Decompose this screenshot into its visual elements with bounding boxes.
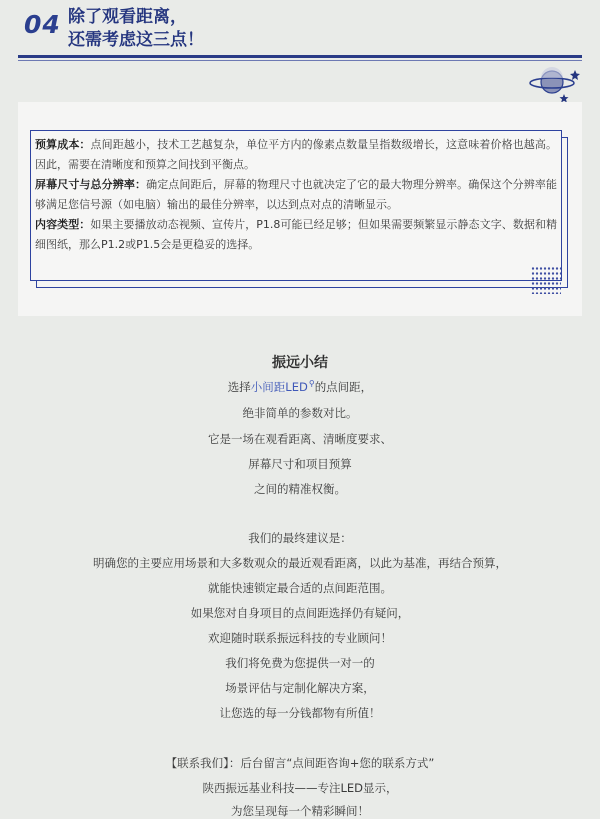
point-screen-size-label: 屏幕尺寸与总分辨率： (35, 178, 147, 191)
section-title-line1: 除了观看距离， (68, 7, 187, 27)
contact-line-3: 为您呈现每一个精彩瞬间！ (231, 804, 369, 818)
advice-line-4: 欢迎随时联系振远科技的专业顾问！ (208, 631, 392, 645)
advice-line-1: 明确您的主要应用场景和大多数观众的最近观看距离，以此为基准，再结合预算， (93, 556, 507, 570)
point-content-type-label: 内容类型： (35, 218, 91, 231)
point-budget-label: 预算成本： (35, 138, 91, 151)
point-budget-text: 点间距越小，技术工艺越复杂，单位平方内的像素点数量呈指数级增长，这意味着价格也越高。因此，需要在清晰度和预算之间找到平衡点。 (35, 138, 558, 171)
search-icon[interactable]: ⚲ (308, 379, 315, 388)
point-content-type-text: 如果主要播放动态视频、宣传片，P1.8可能已经足够；但如果需要频繁显示静态文字、数据和精细图纸，那么P1.2或P1.5会是更稳妥的选择。 (35, 218, 558, 251)
summary-title: 振远小结 (272, 355, 328, 371)
summary-line-4: 屏幕尺寸和项目预算 (248, 457, 352, 471)
summary-line-1 (0, 379, 600, 395)
dot-grid-decoration (531, 266, 561, 294)
section-title (68, 6, 204, 52)
advice-intro: 我们的最终建议是： (248, 531, 352, 545)
point-screen-size (35, 175, 557, 215)
advice-line-3: 如果您对自身项目的点间距选择仍有疑问， (190, 606, 410, 620)
advice-line-7: 让您选的每一分钱都物有所值！ (219, 706, 381, 720)
points-box (30, 130, 562, 281)
section-title-line2: 还需考虑这三点！ (68, 30, 204, 50)
point-content-type (35, 215, 557, 255)
advice-line-5: 我们将免费为您提供一对一的 (225, 656, 375, 670)
advice-line-2: 就能快速锁定最合适的点间距范围。 (208, 581, 392, 595)
summary-line-1-before: 选择 (227, 380, 251, 394)
small-pitch-led-link[interactable]: 小间距LED (250, 380, 308, 394)
summary-line-2: 绝非简单的参数对比。 (242, 406, 358, 420)
point-screen-size-text: 确定点间距后，屏幕的物理尺寸也就决定了它的最大物理分辨率。确保这个分辨率能够满足您信号源（如电脑）输出的最佳分辨率，以达到点对点的清晰显示。 (35, 178, 558, 211)
planet-icon (526, 64, 582, 106)
contact-line-2: 陕西振远基业科技——专注LED显示， (202, 781, 398, 795)
summary-line-1-after: 的点间距， (314, 380, 373, 394)
summary-line-5: 之间的精准权衡。 (254, 482, 346, 496)
header-divider-thin (18, 60, 582, 61)
contact-line-1: 【联系我们】：后台留言“点间距咨询+您的联系方式” (165, 756, 435, 770)
section-number: 04 (24, 10, 61, 39)
header-divider (18, 55, 582, 58)
point-budget (35, 135, 557, 175)
summary-line-3: 它是一场在观看距离、清晰度要求、 (208, 432, 392, 446)
section-header (0, 0, 600, 70)
advice-line-6: 场景评估与定制化解决方案， (225, 681, 375, 695)
